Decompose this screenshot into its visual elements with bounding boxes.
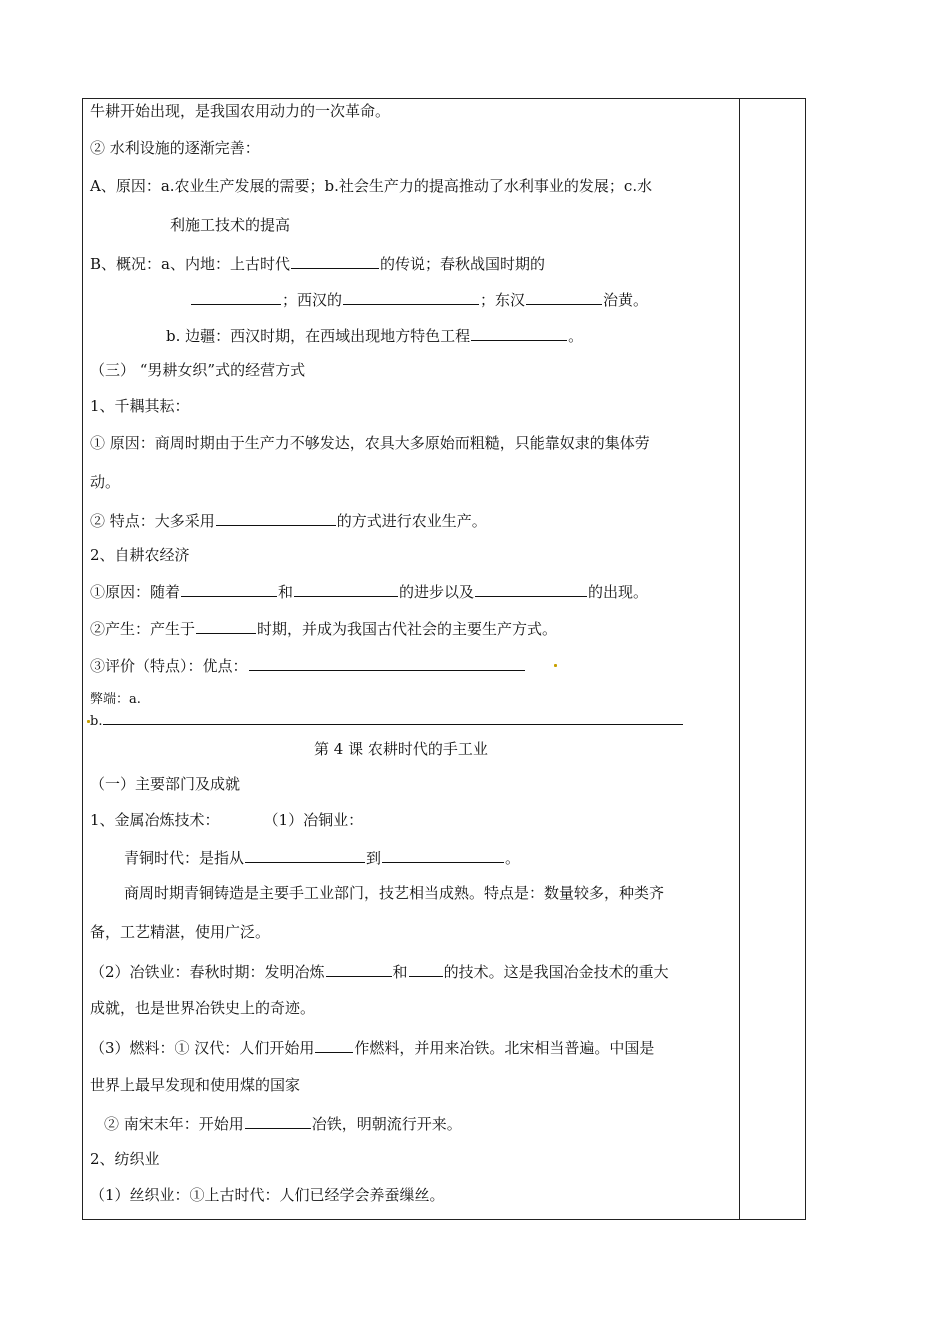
answer-blank[interactable] (103, 712, 683, 725)
lesson-title: 第 4 课 农耕时代的手工业 (314, 740, 488, 758)
text-line (90, 810, 363, 830)
answer-blank[interactable] (216, 509, 336, 526)
mark-dot (554, 664, 557, 667)
text-segment: b. 边疆：西汉时期，在西域出现地方特色工程 (166, 327, 471, 345)
mark-dot (87, 720, 90, 723)
text-segment: 和 (392, 963, 408, 981)
answer-blank[interactable] (294, 580, 398, 597)
answer-blank[interactable] (382, 846, 504, 863)
fill-in-line (90, 1036, 654, 1058)
text-segment: 的方式进行农业生产。 (336, 512, 487, 530)
answer-blank[interactable] (245, 846, 365, 863)
text-line: 2、自耕农经济 (90, 546, 190, 564)
answer-blank[interactable] (249, 654, 525, 671)
text-line: 1、千耦其耘： (90, 397, 190, 415)
fill-in-line (90, 509, 487, 531)
text-line: A、原因：a.农业生产发展的需要；b.社会生产力的提高推动了水利事业的发展；c.水 (90, 177, 653, 195)
text-line: 2、纺织业 (90, 1150, 160, 1168)
text-line: 弊端：a. (90, 692, 141, 707)
answer-blank[interactable] (326, 960, 392, 977)
text-segment: 青铜时代：是指从 (124, 849, 245, 867)
text-segment: b. (90, 714, 103, 729)
answer-blank[interactable] (291, 252, 379, 269)
text-line: 动。 (90, 473, 121, 491)
text-line: ① 原因：商周时期由于生产力不够发达，农具大多原始而粗糙，只能靠奴隶的集体劳 (90, 434, 650, 452)
text-segment: 的技术。这是我国冶金技术的重大 (443, 963, 669, 981)
text-segment: 的传说；春秋战国时期的 (379, 255, 545, 273)
text-segment: 冶铁，明朝流行开来。 (311, 1115, 462, 1133)
text-line: 成就，也是世界冶铁史上的奇迹。 (90, 999, 316, 1017)
answer-blank[interactable] (526, 288, 602, 305)
fill-in-line (90, 960, 669, 982)
text-segment: 。 (505, 849, 521, 867)
text-segment: （2）冶铁业：春秋时期：发明冶炼 (90, 963, 325, 981)
answer-blank[interactable] (191, 288, 281, 305)
text-segment: ①原因：随着 (90, 583, 181, 601)
answer-blank[interactable] (315, 1036, 353, 1053)
section-heading: （三） “男耕女织”式的经营方式 (90, 361, 306, 379)
fill-in-line (90, 712, 684, 730)
text-line: ② 水利设施的逐渐完善： (90, 139, 260, 157)
text-line: 牛耕开始出现，是我国农用动力的一次革命。 (90, 102, 391, 120)
answer-blank[interactable] (245, 1112, 311, 1129)
fill-in-line (104, 1112, 462, 1134)
fill-in-line (90, 252, 545, 274)
text-segment: 时期，并成为我国古代社会的主要生产方式。 (257, 620, 558, 638)
text-segment: 的进步以及 (399, 583, 475, 601)
text-segment: ② 特点：大多采用 (90, 512, 215, 530)
text-segment: ② 南宋末年：开始用 (104, 1115, 244, 1133)
text-segment: 。 (568, 327, 584, 345)
answer-blank[interactable] (343, 288, 479, 305)
text-line: （1）丝织业：①上古时代：人们已经学会养蚕缫丝。 (90, 1186, 445, 1204)
fill-in-line (166, 324, 583, 346)
text-line: 利施工技术的提高 (170, 216, 291, 234)
answer-blank[interactable] (196, 617, 256, 634)
text-line: 世界上最早发现和使用煤的国家 (90, 1076, 301, 1094)
text-segment: ；西汉的 (282, 291, 343, 309)
text-segment: ③评价（特点）：优点： (90, 657, 248, 675)
notes-column-divider (739, 98, 740, 1220)
section-heading: （一）主要部门及成就 (90, 775, 241, 793)
answer-blank[interactable] (475, 580, 587, 597)
text-line: 商周时期青铜铸造是主要手工业部门，技艺相当成熟。特点是：数量较多，种类齐 (124, 884, 665, 902)
fill-in-line (90, 617, 557, 639)
text-segment: ②产生：产生于 (90, 620, 196, 638)
fill-in-line (90, 654, 526, 676)
text-line: 备，工艺精湛，使用广泛。 (90, 923, 271, 941)
fill-in-line (190, 288, 648, 310)
text-segment: 治黄。 (603, 291, 649, 309)
text-segment: 的出现。 (588, 583, 649, 601)
answer-blank[interactable] (471, 324, 567, 341)
fill-in-line (124, 846, 520, 868)
text-segment: B、概况：a、内地：上古时代 (90, 255, 290, 273)
answer-blank[interactable] (409, 960, 443, 977)
fill-in-line (90, 580, 648, 602)
text-segment: （1）冶铜业： (263, 811, 364, 829)
text-segment: （3）燃料：① 汉代：人们开始用 (90, 1039, 315, 1057)
text-segment: 作燃料，并用来冶铁。北宋相当普遍。中国是 (354, 1039, 655, 1057)
text-segment: ；东汉 (480, 291, 526, 309)
text-segment: 和 (278, 583, 294, 601)
text-segment: 到 (366, 849, 382, 867)
answer-blank[interactable] (181, 580, 277, 597)
text-segment: 1、金属冶炼技术： (90, 811, 220, 829)
